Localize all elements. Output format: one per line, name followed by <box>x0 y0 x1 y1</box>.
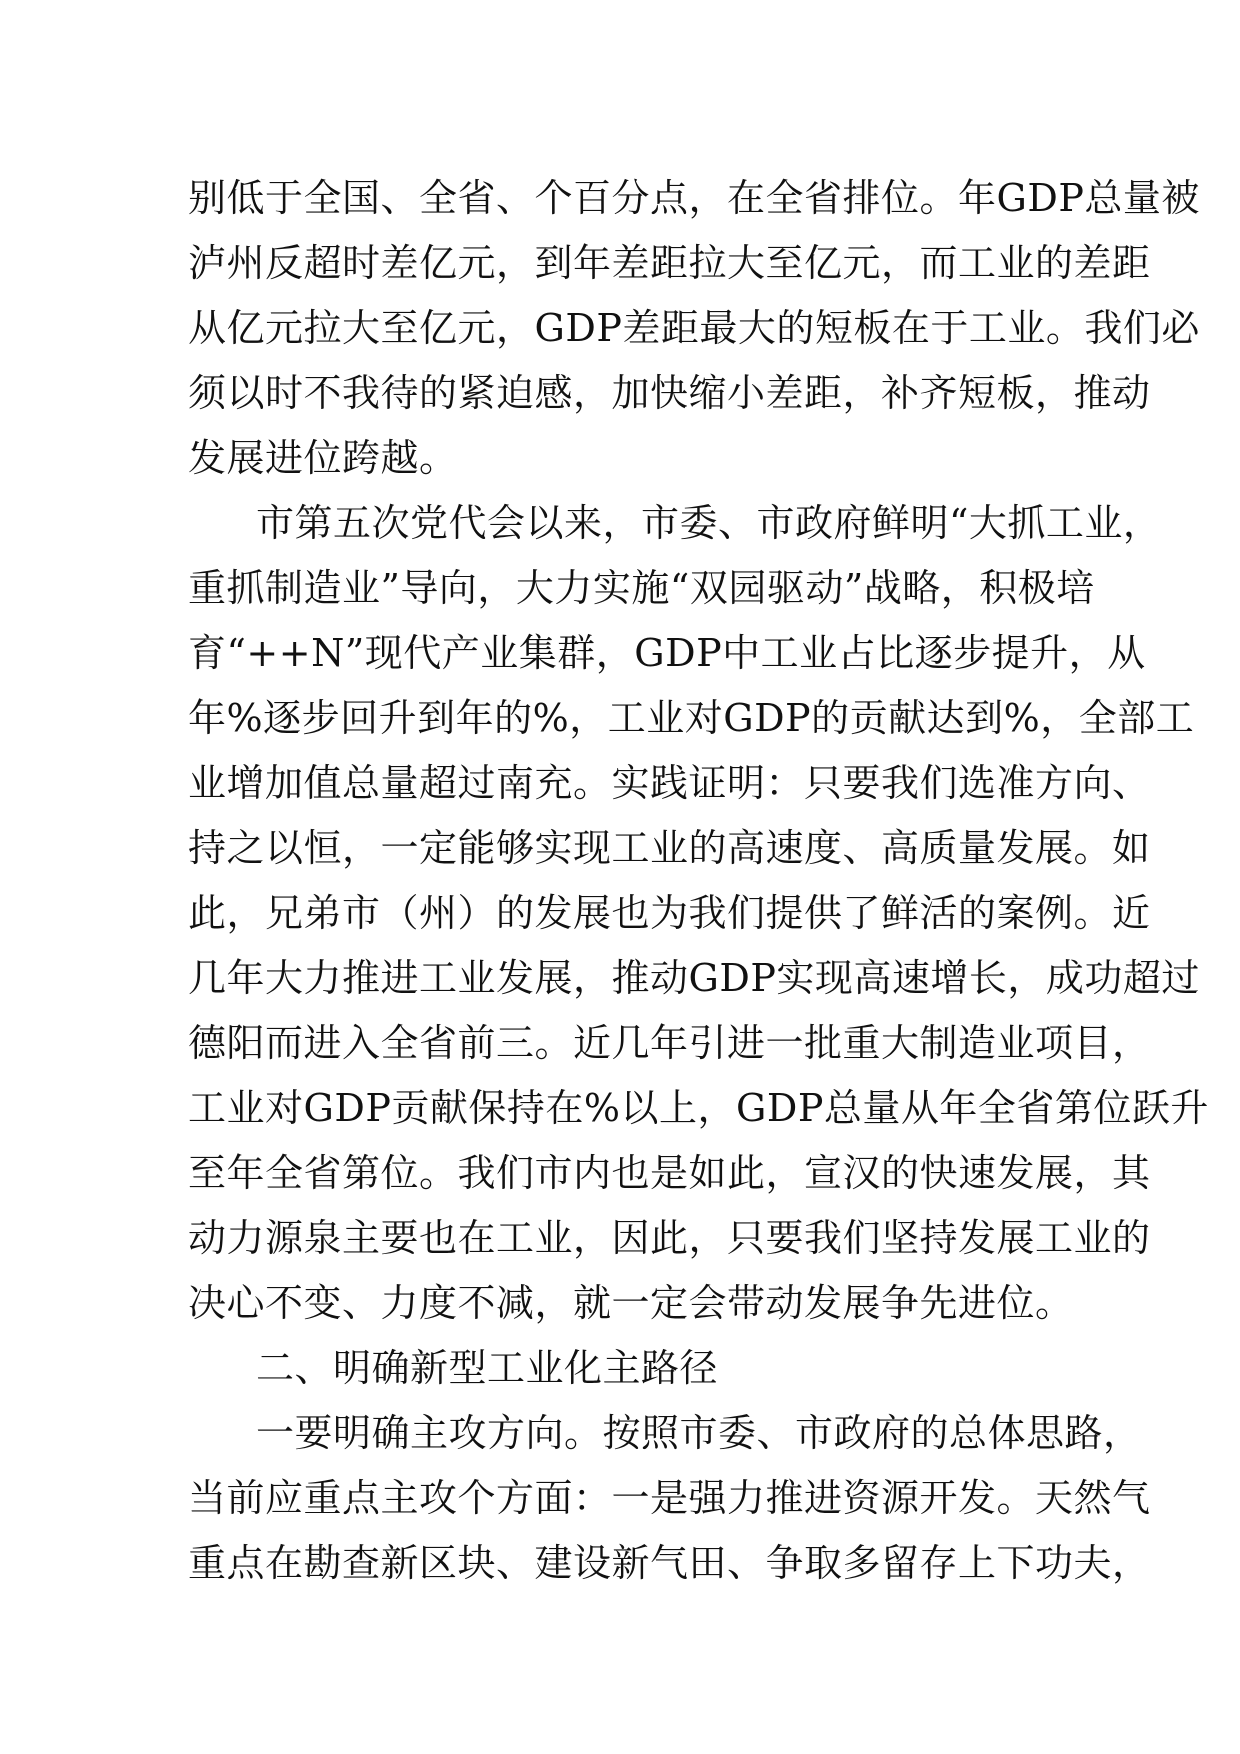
paragraph-line: 工业对GDP贡献保持在%以上，GDP总量从年全省第位跃升 <box>188 1086 1209 1130</box>
paragraph-line: 至年全省第位。我们市内也是如此，宣汉的快速发展，其 <box>188 1151 1151 1195</box>
paragraph-line: 从亿元拉大至亿元，GDP差距最大的短板在于工业。我们必 <box>188 306 1200 350</box>
paragraph-line: 业增加值总量超过南充。实践证明：只要我们选准方向、 <box>188 761 1151 805</box>
paragraph-line: 持之以恒，一定能够实现工业的高速度、高质量发展。如 <box>188 826 1151 870</box>
paragraph-line: 当前应重点主攻个方面：一是强力推进资源开发。天然气 <box>188 1476 1151 1520</box>
paragraph-line: 德阳而进入全省前三。近几年引进一批重大制造业项目， <box>188 1021 1151 1065</box>
paragraph-line: 市第五次党代会以来，市委、市政府鲜明“大抓工业， <box>256 501 1162 545</box>
document-page <box>188 166 1209 1596</box>
paragraph-line: 一要明确主攻方向。按照市委、市政府的总体思路， <box>256 1411 1142 1455</box>
paragraph-line: 须以时不我待的紧迫感，加快缩小差距，补齐短板，推动 <box>188 371 1151 415</box>
paragraph-line: 重点在勘查新区块、建设新气田、争取多留存上下功夫， <box>188 1541 1151 1585</box>
section-heading: 二、明确新型工业化主路径 <box>256 1346 719 1390</box>
paragraph-line: 育“++N”现代产业集群，GDP中工业占比逐步提升，从 <box>188 631 1146 675</box>
paragraph-line: 动力源泉主要也在工业，因此，只要我们坚持发展工业的 <box>188 1216 1151 1260</box>
paragraph-line: 几年大力推进工业发展，推动GDP实现高速增长，成功超过 <box>188 956 1200 1000</box>
paragraph-line: 此，兄弟市（州）的发展也为我们提供了鲜活的案例。近 <box>188 891 1151 935</box>
paragraph-line: 年%逐步回升到年的%，工业对GDP的贡献达到%，全部工 <box>188 696 1195 740</box>
paragraph-line: 别低于全国、全省、个百分点，在全省排位。年GDP总量被 <box>188 176 1200 220</box>
paragraph-line: 重抓制造业”导向，大力实施“双园驱动”战略，积极培 <box>188 566 1095 610</box>
paragraph-line: 决心不变、力度不减，就一定会带动发展争先进位。 <box>188 1281 1074 1325</box>
paragraph-line: 泸州反超时差亿元，到年差距拉大至亿元，而工业的差距 <box>188 241 1151 285</box>
paragraph-line: 发展进位跨越。 <box>188 436 458 480</box>
